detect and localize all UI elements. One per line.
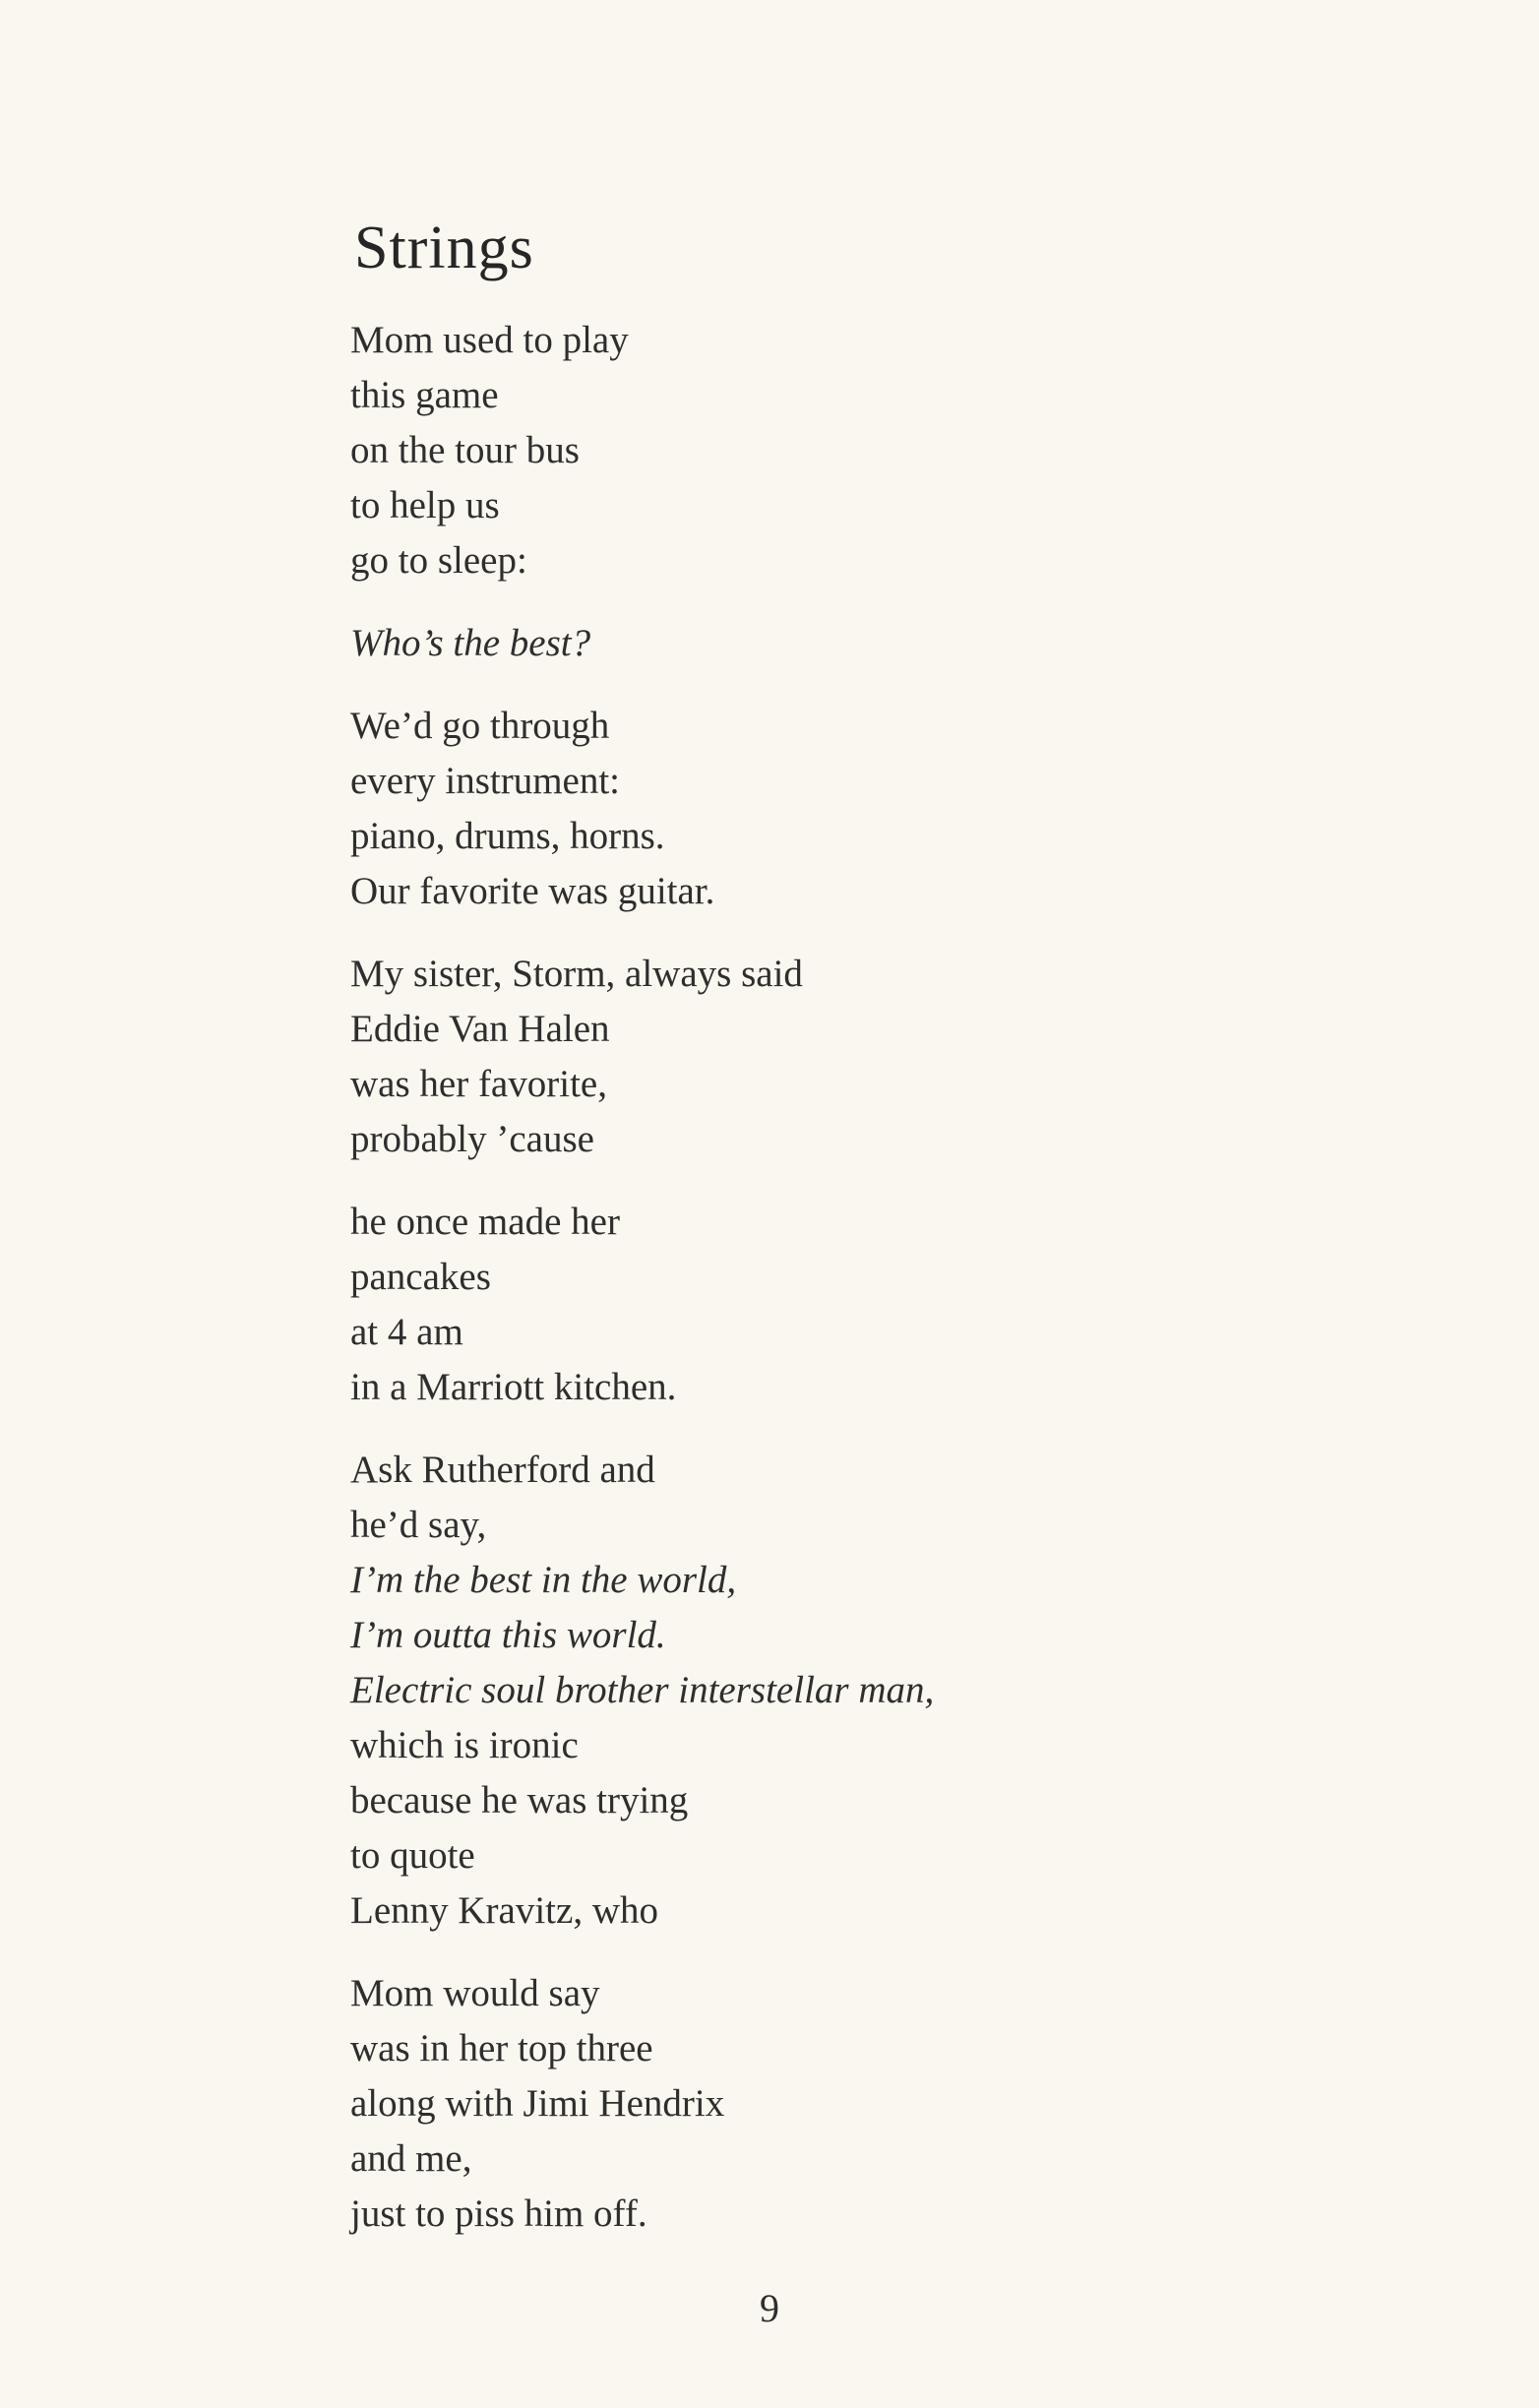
stanza [350,947,1334,1167]
stanza [350,616,1334,671]
poem-line: Electric soul brother interstellar man, [350,1669,935,1711]
poem-line: this game [350,374,499,416]
poem-line: piano, drums, horns. [350,815,665,857]
stanza [350,699,1334,919]
poem-line: probably ’cause [350,1118,594,1160]
poem-title: Strings [354,215,534,281]
poem-line: on the tour bus [350,429,580,471]
poem-line: in a Marriott kitchen. [350,1366,677,1408]
poem-line: go to sleep: [350,539,527,582]
poem-line: We’d go through [350,705,610,747]
poem-line: to help us [350,484,500,526]
poem-line: I’m outta this world. [350,1614,666,1656]
stanza [350,1443,1334,1939]
poem-line: was in her top three [350,2027,653,2069]
stanza [350,1195,1334,1415]
poem-line: to quote [350,1834,475,1877]
poem-line: Who’s the best? [350,622,591,664]
poem-line: every instrument: [350,760,621,802]
poem-line: and me, [350,2137,472,2180]
poem-line: My sister, Storm, always said [350,953,803,995]
poem-body [350,313,1334,2269]
poem-line: Lenny Kravitz, who [350,1889,658,1932]
stanza [350,313,1334,588]
stanza [350,1966,1334,2242]
poem-line: Our favorite was guitar. [350,870,715,912]
poem-line: Mom would say [350,1972,600,2014]
poem-line: Eddie Van Halen [350,1008,610,1050]
poem-line: along with Jimi Hendrix [350,2082,725,2125]
poem-line: pancakes [350,1256,491,1298]
poem-line: he’d say, [350,1504,487,1546]
poem-line: Mom used to play [350,319,629,361]
poem-line: he once made her [350,1201,620,1243]
poem-line: because he was trying [350,1779,689,1821]
poem-line: at 4 am [350,1311,463,1353]
poem-line: which is ironic [350,1724,579,1766]
page-number: 9 [760,2286,779,2330]
poem-line: I’m the best in the world, [350,1559,737,1601]
poem-line: Ask Rutherford and [350,1449,655,1491]
poem-line: was her favorite, [350,1063,607,1105]
poem-line: just to piss him off. [350,2192,647,2235]
